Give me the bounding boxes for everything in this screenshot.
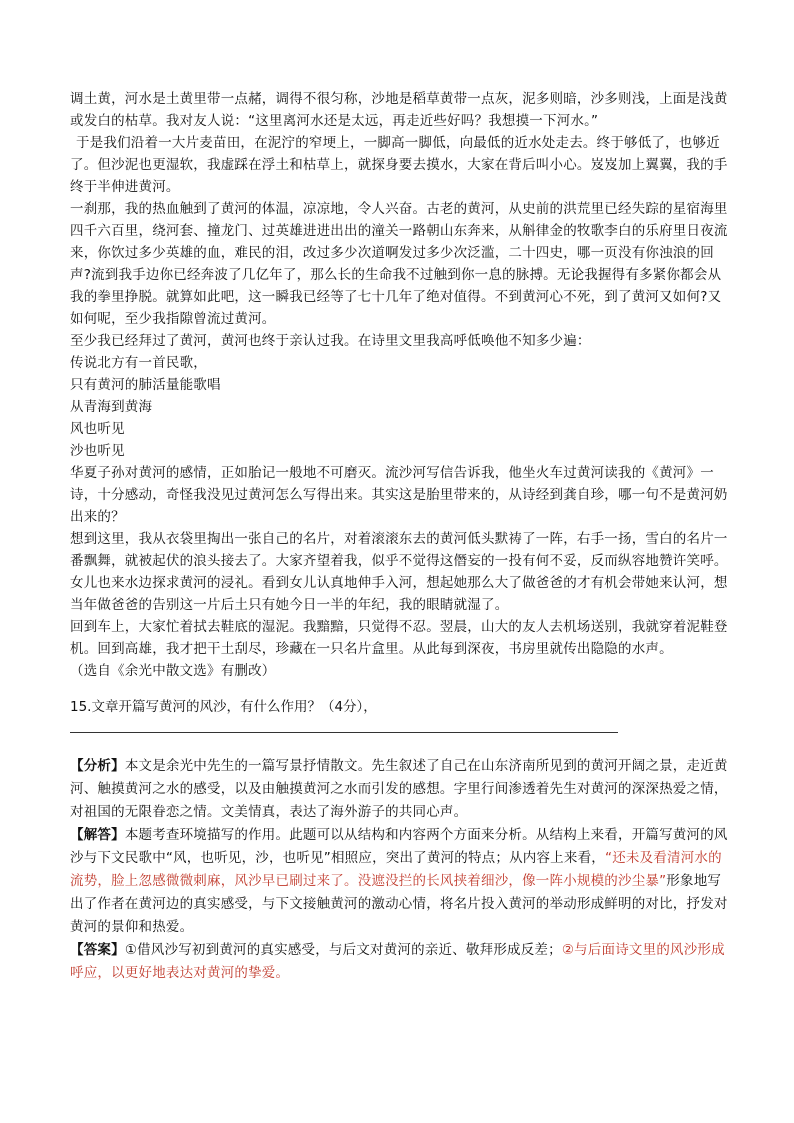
- analysis-text: 本文是余光中先生的一篇写景抒情散文。先生叙述了自己在山东济南所见到的黄河开阔之景，走近黄河、触摸黄河之水的感受，以及由触摸黄河之水而引发的感想。字里行间渗透着先生对黄河的深深热爱之情，对祖国的无限眷恋之情。文美情真，表达了海外游子的共同心声。: [70, 758, 728, 820]
- answer-label: 【答案】: [70, 942, 125, 958]
- answer-blank-line[interactable]: [70, 718, 618, 733]
- passage-paragraph-1: 调土黄，河水是土黄里带一点赭，调得不很匀称，沙地是稻草黄带一点灰，泥多则暗，沙多则浅，上面是浅黄或发白的枯草。我对友人说：“这里离河水还是太远，再走近些好吗？我想摸一下河水。”: [70, 91, 728, 129]
- analysis-block: [70, 755, 728, 824]
- passage-paragraph-4: 至少我已经拜过了黄河，黄河也终于亲认过我。在诗里文里我高呼低唤他不知多少遍：: [70, 333, 591, 349]
- answer-text-a: ①借风沙写初到黄河的真实感受，与后文对黄河的亲近、敬拜形成反差；: [124, 942, 562, 958]
- document-page: [70, 88, 728, 985]
- passage-paragraph-2-line1: 于是我们沿着一大片麦苗田，在泥泞的窄埂上，一脚高一脚低，向最低的近水处走去。终于够低了，也够: [76, 135, 707, 151]
- poem-line-1: 传说北方有一首民歌，: [70, 355, 207, 371]
- analysis-label: 【分析】: [70, 758, 125, 774]
- solution-text-b: 形象地写出了作者在黄河边的真实感受，与下文接触黄河的激动心情，将名片投入黄河的举动形成鲜明的对比，抒发对黄河的景仰和热爱。: [70, 873, 728, 935]
- passage-paragraph-3: 一刹那，我的热血触到了黄河的体温，凉凉地，令人兴奋。古老的黄河，从史前的洪荒里已经失踪的星宿海里四千六百里，绕河套、撞龙门、过英雄进进出出的潼关一路朝山东奔来，从斛律金的牧歌李白的乐府里日夜流来，你饮过多少英雄的血，难民的泪，改过多少次道啊发过多少次泛滥，二十四史，哪一页没有你浊浪的回声?流到我手边你已经奔波了几亿年了，那么长的生命我不过触到你一息的脉搏。无论我握得有多紧你都会从我的拳里挣脱。就算如此吧，这一瞬我已经等了七十几年了绝对值得。不到黄河心不死，到了黄河又如何?又如何呢，至少我指隙曾流过黄河。: [70, 201, 728, 327]
- answer-block: [70, 939, 728, 985]
- solution-block: [70, 824, 728, 939]
- solution-quote: “还未及看清河水的流势，脸上忽感微微刺麻，风沙早已刷过来了。没遮没拦的长风挟着细沙，像一阵小规模的沙尘暴”: [70, 850, 722, 889]
- question-15: 15.文章开篇写黄河的风沙，有什么作用？（4分），: [70, 699, 377, 715]
- poem-line-5: 沙也听见: [70, 443, 125, 459]
- poem-line-2: 只有黄河的肺活量能歌唱: [70, 377, 221, 393]
- passage-paragraph-6: 想到这里，我从衣袋里掏出一张自己的名片，对着滚滚东去的黄河低头默祷了一阵，右手一扬，雪白的名片一番飘舞，就被起伏的浪头接去了。大家齐望着我，似乎不觉得这僭妄的一投有何不妥，反而纵容地赞许笑呼。女儿也来水边探求黄河的浸礼。看到女儿认真地伸手入河，想起她那么大了做爸爸的才有机会带她来认河，想当年做爸爸的告别这一片后土只有她今日一半的年纪，我的眼睛就湿了。: [70, 531, 728, 613]
- passage-paragraph-5: 华夏子孙对黄河的感情，正如胎记一般地不可磨灭。流沙河写信告诉我，他坐火车过黄河读我的《黄河》一诗，十分感动，奇怪我没见过黄河怎么写得出来。其实这是胎里带来的，从诗经到龚自珍，哪一句不是黄河奶出来的？: [70, 465, 728, 525]
- solution-text-a: 本题考查环境描写的作用。此题可以从结构和内容两个方面来分析。从结构上来看，开篇写黄河的风沙与下文民歌中“风，也听见，沙，也听见”相照应，突出了黄河的特点；从内容上来看，: [70, 827, 728, 866]
- analysis-section: [70, 755, 728, 985]
- passage-paragraph-2-rest: 近了。但沙泥也更湿软，我虚踩在浮土和枯草上，就探身要去摸水，大家在背后叫小心。岌岌加上翼翼，我的手终于半伸进黄河。: [70, 135, 728, 195]
- poem-line-3: 从青海到黄海: [70, 399, 153, 415]
- passage-paragraph-2: [70, 132, 728, 198]
- passage-source: （选自《余光中散文选》有删改）: [70, 663, 276, 679]
- poem-line-4: 风也听见: [70, 421, 125, 437]
- solution-label: 【解答】: [70, 827, 125, 843]
- passage-paragraph-7: 回到车上，大家忙着拭去鞋底的湿泥。我黯黯，只觉得不忍。翌晨，山大的友人去机场送别，我就穿着泥鞋登机。回到高雄，我才把干土刮尽，珍藏在一只名片盒里。从此每到深夜，书房里就传出隐隐的水声。: [70, 619, 728, 657]
- answer-text-red: ②与后面诗文里的风沙形成呼应，以更好地表达对黄河的挚爱。: [70, 942, 725, 981]
